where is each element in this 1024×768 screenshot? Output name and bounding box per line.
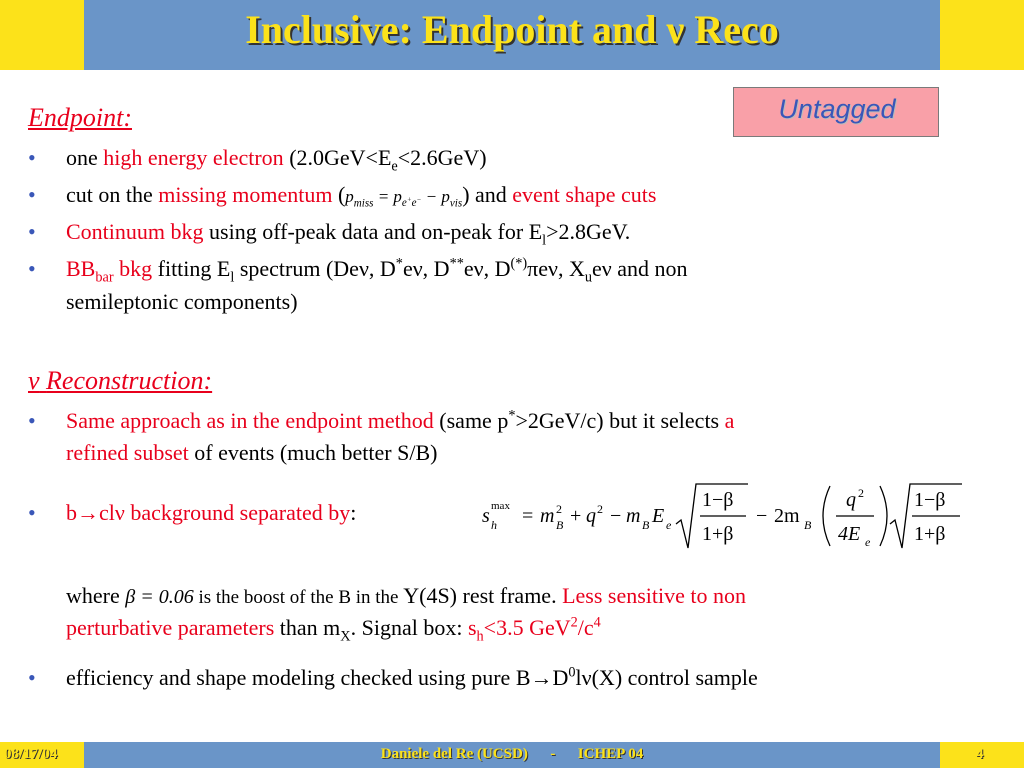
svg-text:B: B [804,518,812,532]
footer-date: 08/17/04 [4,746,58,762]
svg-text:max: max [491,500,510,512]
missing-momentum-formula: $p_{miss} = p_{e^+e^-} - p_{vis}$ [345,187,463,210]
reco-bullet-1-line-2: refined subset of events (much better S/B) [66,440,438,465]
title-bar [0,0,1024,70]
untagged-label: Untagged [778,94,896,124]
svg-text:1−β: 1−β [914,489,946,511]
svg-text:E: E [652,505,665,527]
svg-text:e: e [666,518,672,532]
where-line-1: where β = 0.06 is the boost of the B in the Υ(4S) rest frame. Less sensitive to non [66,583,747,608]
svg-text:m: m [540,505,555,527]
svg-text:q: q [846,489,856,511]
endpoint-bullet-1: one high energy electron $(2.0GeV<E_e<2.6GeV)$ [66,145,487,175]
svg-text:2m: 2m [774,505,800,527]
bullet-icon: • [28,408,36,433]
svg-text:1+β: 1+β [914,523,946,545]
svg-text:m: m [626,505,641,527]
svg-text:−: − [756,505,768,527]
svg-text:+: + [570,505,582,527]
svg-text:2: 2 [556,502,562,516]
bullet-icon: • [28,145,36,170]
svg-text:B: B [642,518,650,532]
svg-text:1+β: 1+β [702,523,734,545]
svg-text:h: h [491,518,497,532]
bullet-icon: • [28,256,36,281]
reco-bullet-1: Same approach as in the endpoint method (same p*>2GeV/c) but it selects a [66,407,735,433]
endpoint-bullet-3: Continuum bkg using off-peak data and on-peak for $E_l>2.8GeV$. [66,219,631,249]
svg-text:B: B [556,518,564,532]
bullet-icon: • [28,219,36,244]
slide-title [84,6,940,53]
svg-text:e: e [865,535,871,549]
svg-text:2: 2 [858,486,864,500]
endpoint-bullet-4: $BB_{bar}$ bkg fitting $E_l$ spectrum (Deν, D*eν, D**eν, D(*)πeν, $X_ue\nu$ and non [66,255,688,286]
endpoint-bullet-4-line-2: semileptonic components) [66,289,298,314]
bullet-icon: • [28,182,36,207]
sh-max-formula [478,478,968,553]
title-text-part: Reco [684,7,779,52]
untagged-label-box [733,87,939,137]
bullet-icon: • [28,665,36,690]
svg-text:4E: 4E [838,523,861,545]
footer-bar [0,742,1024,768]
svg-text:−: − [610,505,622,527]
endpoint-bullet-2: cut on the missing momentum $(p_{miss} = p_{e^+e^-} - p_{vis})$ and event shape cuts [66,182,657,210]
endpoint-heading: Endpoint: [28,103,132,132]
svg-text:q: q [586,505,596,527]
svg-text:s: s [482,505,490,527]
svg-text:1−β: 1−β [702,489,734,511]
reconstruction-heading: ν Reconstruction: [28,366,213,395]
svg-text:=: = [522,505,534,527]
reco-bullet-2: b→clν background separated by: [66,500,357,525]
title-bar-left-block [0,0,84,70]
bullet-icon: • [28,500,36,525]
where-line-2: perturbative parameters than $m_X$. Signal box: $s_h<3.5$ $GeV^2/c^4$ [66,614,601,645]
title-text-part: Inclusive: Endpoint and [245,7,667,52]
footer-page-number: 4 [976,746,984,762]
reco-bullet-3: efficiency and shape modeling checked using pure $B\to D^0l\nu(X)$ control sample [66,664,758,690]
footer-author-conference: Daniele del Re (UCSD) - ICHEP 04 [380,746,644,762]
svg-text:2: 2 [597,502,603,516]
title-nu-symbol: ν [666,7,685,52]
title-bar-right-block [940,0,1024,70]
